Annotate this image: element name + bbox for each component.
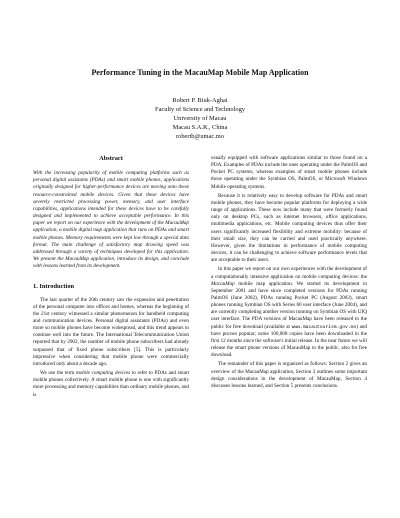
author-department: Faculty of Science and Technology (155, 105, 245, 113)
right-paragraph-1: usually equipped with software applications similar to those found on a PDA. Examples of PDAs include the ones operating under the PalmOS and Pocket PC systems, whereas examples of smart mobile phones include those operating under the Symbian OS, PalmOS, or Microsoft Windows Mobile operating systems. (211, 155, 367, 190)
abstract-text: With the increasing popularity of mobile computing platforms such as personal digital assistants (PDAs) and smart mobile phones, applications originally designed for higher-performance devices are moving onto these resource-constrained mobile devices. Given that these devices have severely restricted processing power, memory, and user interface capabilities, applications intended for these devices have to be carefully designed and implemented to achieve acceptable performance. In this paper we report on our experience with the development of the MacauMap application, a mobile digital map application that runs on PDAs and smart mobile phones. Memory requirements were kept low through a special data format. The main challenge of satisfactory map drawing speed was addressed through a variety of techniques developed for this application. We present the MacauMap application, introduce its design, and conclude with lessons learned from its development. (33, 170, 189, 270)
author-university: University of Macau (173, 114, 227, 122)
author-email: robertb@umac.mo (176, 132, 224, 140)
intro-paragraph-2-end: to refer to PDAs and smart mobile phones collectively. A smart mobile phone is one with significantly more processing and memory capabilities than ordinary mobile phones, and is (33, 370, 189, 398)
author-block (0, 97, 400, 142)
intro-paragraph-2 (33, 370, 189, 399)
intro-paragraph-1: The last quarter of the 20th century saw the expansion and penetration of the personal computer into offices and homes, whereas the beginning of the 21st century witnessed a similar phenomenon for handheld computing and communication devices. Personal digital assistants (PDAs) and even more so mobile phones have become widespread, and this trend appears to continue well into the future. The International Telecommunication Union reported that by 2002, the number of mobile phone subscribers had already surpassed that of fixed phone subscribers [5]. This is particularly impressive when considering that mobile phone were commercially introduced only about a decade ago. (33, 296, 189, 367)
right-paragraph-3 (211, 266, 367, 359)
right-paragraph-3-end: ) and have proven popular; some 100,000 copies have been downloaded in the first 12 months since the software's initial release. In the near future we will release the smart phone versions of MacauMap to the public, also for free download. (211, 323, 367, 359)
author-location: Macau S.A.R., China (172, 123, 228, 131)
right-column (211, 155, 367, 390)
section-heading-introduction: 1. Introduction (33, 283, 75, 291)
intro-paragraph-2-start: We use the term (40, 370, 76, 377)
left-column (33, 155, 189, 399)
right-paragraph-4: The remainder of this paper is organized as follows: Section 2 gives an overview of the MacauMap application, Section 3 outlines some important design considerations in the development of MacauMap, Section 4 discusses lessons learned, and Section 5 presents conclusions. (211, 361, 367, 389)
intro-paragraph-2-emphasis: mobile computing devices (75, 370, 131, 377)
right-paragraph-2: Because it is relatively easy to develop software for PDAs and smart mobile phones, they have become popular platforms for deploying a wide range of applications. These now include many that were formerly found only on desktop PCs, such as internet browsers, office applications, multimedia applications, etc. Mobile computing devices thus offer their users significantly increased flexibility and extreme mobility: because of their small size, they can be carried and used practically anywhere. However, given the limitations in performance of mobile computing devices, it can be challenging to achieve software performance levels that are acceptable to their users. (211, 192, 367, 264)
right-paragraph-3-emphasis: MacauMap (211, 280, 235, 287)
author-name: Robert P. Biuk-Aghai (172, 97, 228, 104)
right-paragraph-3-middle: mobile map application. We started its development in September 2001 and have since completed versions for PDAs running PalmOS (June 2002), PDAs running Pocket PC (August 2003), smart phones running Symbian OS with Series 60 user interface (June 2004), and are currently completing another version running on Symbian OS with UIQ user interface. The PDA versions of MacauMap have been released to the public for free download (available at (211, 280, 367, 330)
download-url: www.macautourism.gov.mo (291, 324, 357, 330)
abstract-heading: Abstract (99, 155, 123, 162)
right-paragraph-3-start: In this paper we report on our own experiences with the development of a computationally intensive application on mobile computing devices: the (211, 266, 367, 280)
paper-title: Performance Tuning in the MacauMap Mobile Map Application (91, 68, 309, 77)
